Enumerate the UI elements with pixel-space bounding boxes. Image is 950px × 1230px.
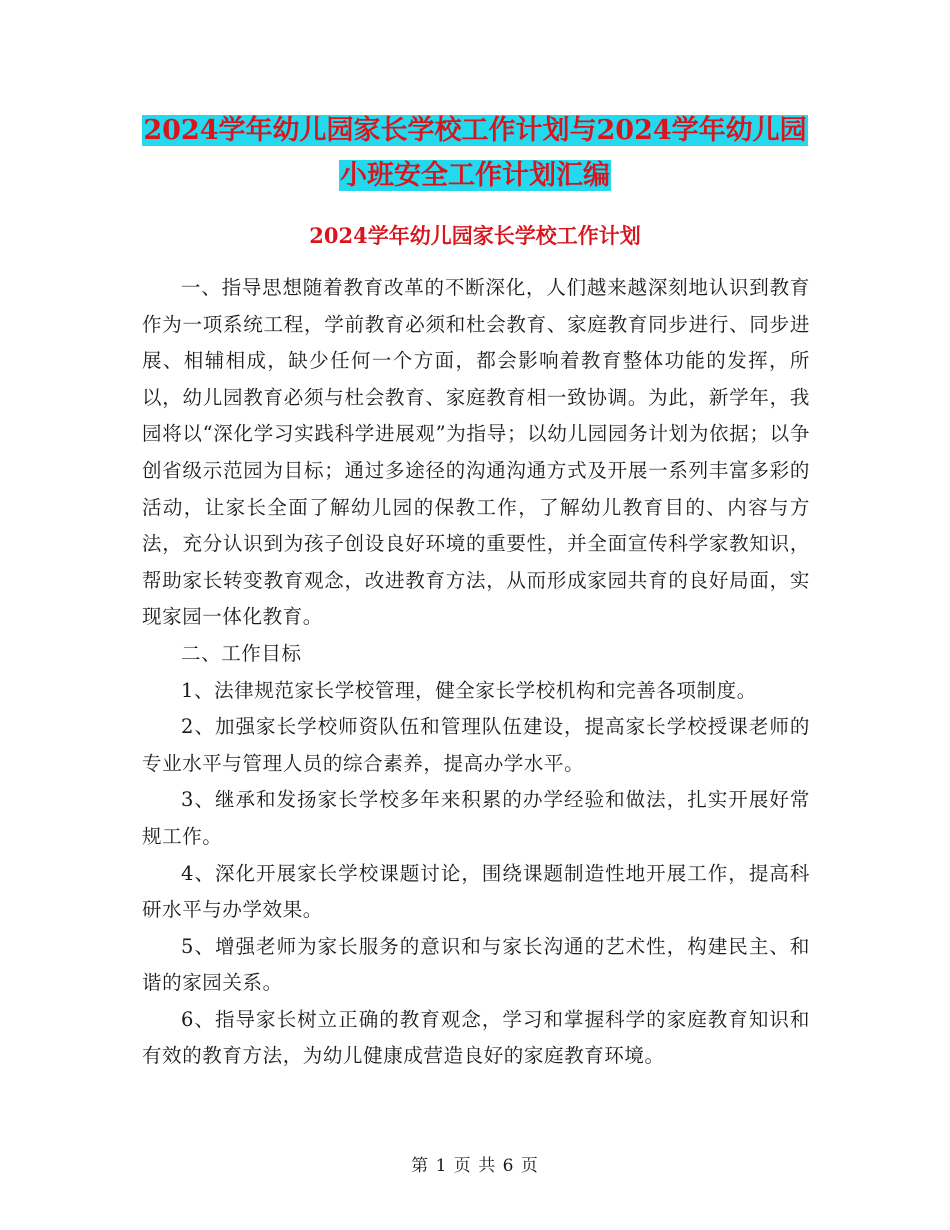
- document-body: [142, 270, 810, 1075]
- paragraph-goal-4: 4、深化开展家长学校课题讨论，围绕课题制造性地开展工作，提高科研水平与办学效果。: [142, 861, 810, 922]
- paragraph-goal-6: 6、指导家长树立正确的教育观念，学习和掌握科学的家庭教育知识和有效的教育方法，为幼儿健康成营造良好的家庭教育环境。: [142, 1007, 810, 1068]
- paragraph-guiding-ideology: 一、指导思想随着教育改革的不断深化，人们越来越深刻地认识到教育作为一项系统工程，学前教育必须和杜会教育、家庭教育同步进行、同步进展、相辅相成，缺少任何一个方面，都会影响着教育整体功能的发挥，所以，幼儿园教育必须与杜会教育、家庭教育相一致协调。为此，新学年，我园将以“深化学习实践科学进展观”为指导；以幼儿园园务计划为依据；以争创省级示范园为目标；通过多途径的沟通沟通方式及开展一系列丰富多彩的活动，让家长全面了解幼儿园的保教工作，了解幼儿教育目的、内容与方法，充分认识到为孩子创设良好环境的重要性，并全面宣传科学家教知识，帮助家长转变教育观念，改进教育方法，从而形成家园共育的良好局面，实现家园一体化教育。: [142, 276, 810, 629]
- document-title-line-1: [0, 113, 950, 149]
- section-title: 2024学年幼儿园家长学校工作计划: [309, 223, 641, 248]
- paragraph-goal-3: 3、继承和发扬家长学校多年来积累的办学经验和做法，扎实开展好常规工作。: [142, 788, 810, 848]
- title-highlight-1: 2024学年幼儿园家长学校工作计划与2024学年幼儿园: [143, 115, 807, 146]
- paragraph-goal-2: 2、加强家长学校师资队伍和管理队伍建设，提高家长学校授课老师的专业水平与管理人员的综合素养，提高办学水平。: [142, 715, 810, 775]
- document-title-line-2: [0, 158, 950, 194]
- paragraph-work-goals-heading: 二、工作目标: [181, 641, 302, 665]
- paragraph-goal-5: 5、增强老师为家长服务的意识和与家长沟通的艺术性，构建民主、和谐的家园关系。: [142, 934, 810, 995]
- title-highlight-2: 小班安全工作计划汇编: [340, 160, 610, 191]
- paragraph-goal-1: 1、法律规范家长学校管理，健全家长学校机构和完善各项制度。: [181, 678, 757, 702]
- page-number-footer: 第 1 页 共 6 页: [411, 1156, 539, 1176]
